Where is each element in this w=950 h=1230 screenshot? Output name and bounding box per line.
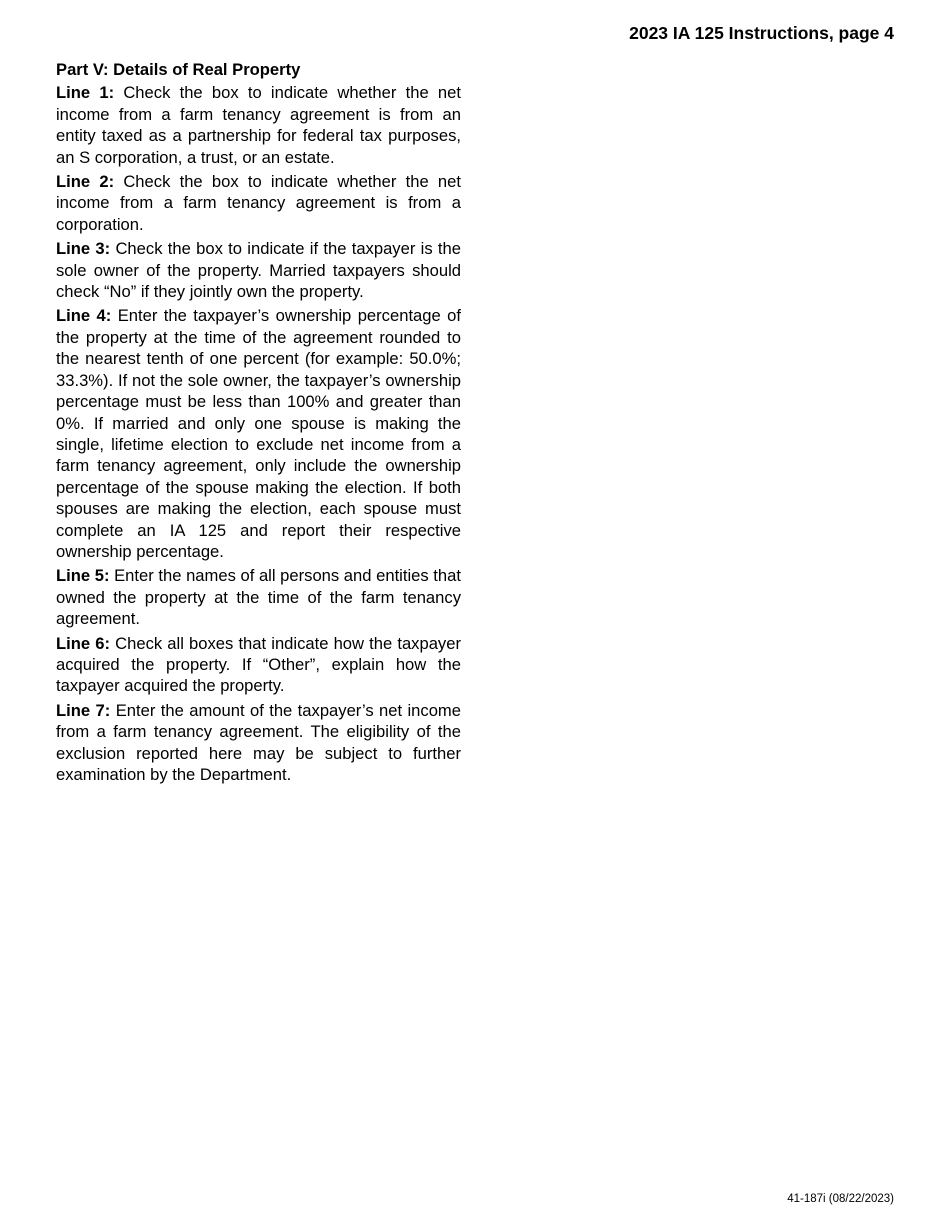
line-1-instruction: [56, 82, 461, 168]
instructions-column: [56, 59, 461, 788]
line-3-label: Line 3:: [56, 239, 111, 259]
line-7-text: Enter the amount of the taxpayer’s net income from a farm tenancy agreement. The eligibility of the exclusion reported here may be subject to further examination by the Department.: [56, 700, 461, 784]
line-4-text: Enter the taxpayer’s ownership percentage of the property at the time of the agreement rounded to the nearest tenth of one percent (for example: 50.0%; 33.3%). If not the sole owner, the taxpayer’s ownership percentage must be less than 100% and greater than 0%. If married and only one spouse is making the single, lifetime election to exclude net income from a farm tenancy agreement, only include the ownership percentage of the spouse making the election. If both spouses are making the election, each spouse must complete an IA 125 and report their respective ownership percentage.: [56, 306, 461, 561]
line-2-instruction: [56, 171, 461, 235]
line-2-label: Line 2:: [56, 172, 115, 192]
line-5-label: Line 5:: [56, 566, 110, 586]
line-5-instruction: [56, 565, 461, 629]
line-5-text: Enter the names of all persons and entities that owned the property at the time of the farm tenancy agreement.: [56, 566, 461, 629]
page-header-title: 2023 IA 125 Instructions, page 4: [629, 23, 894, 43]
line-6-instruction: [56, 633, 461, 697]
line-4-label: Line 4:: [56, 306, 112, 326]
line-1-text: Check the box to indicate whether the net income from a farm tenancy agreement is from an entity taxed as a partnership for federal tax purposes, an S corporation, a trust, or an estate.: [56, 83, 461, 167]
form-id-footer: 41-187i (08/22/2023): [787, 1193, 894, 1205]
line-7-label: Line 7:: [56, 700, 111, 720]
line-3-text: Check the box to indicate if the taxpayer is the sole owner of the property. Married taxpayers should check “No” if they jointly own the property.: [56, 239, 461, 302]
line-7-instruction: [56, 700, 461, 786]
line-4-instruction: [56, 305, 461, 562]
line-6-text: Check all boxes that indicate how the taxpayer acquired the property. If “Other”, explain how the taxpayer acquired the property.: [56, 633, 461, 696]
line-1-label: Line 1:: [56, 83, 115, 103]
section-heading: Part V: Details of Real Property: [56, 60, 301, 79]
line-6-label: Line 6:: [56, 633, 110, 653]
line-3-instruction: [56, 238, 461, 302]
line-2-text: Check the box to indicate whether the net income from a farm tenancy agreement is from a corporation.: [56, 172, 461, 234]
